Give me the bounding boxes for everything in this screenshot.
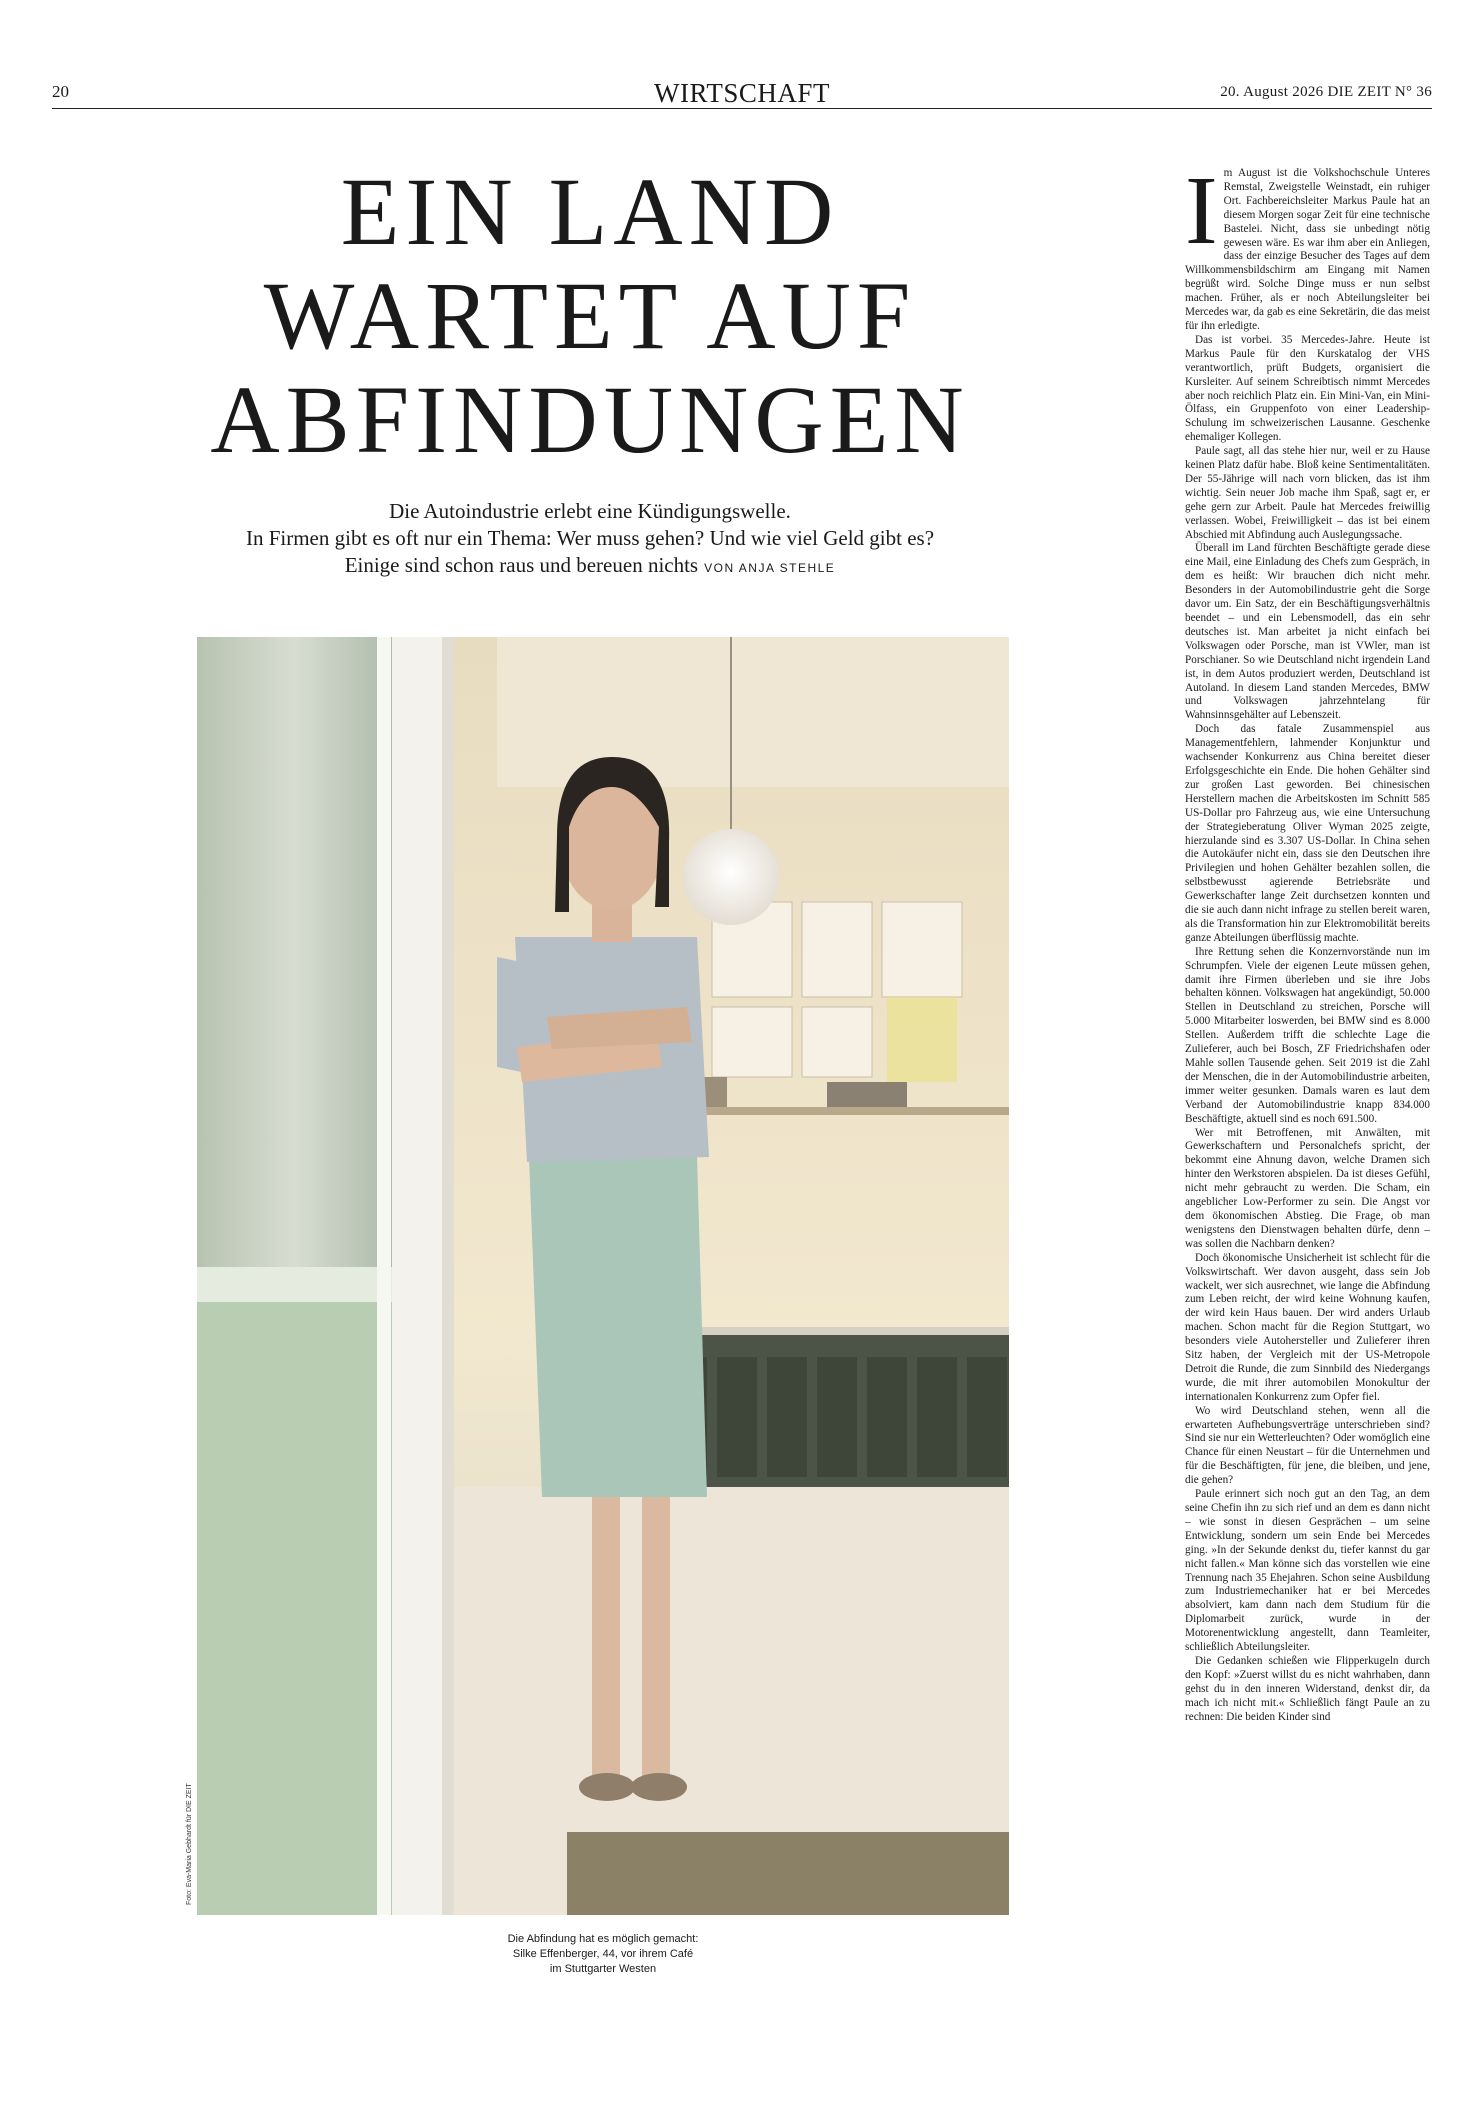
headline <box>150 160 1030 472</box>
photo-credit: Foto: Eva-Maria Gebhardt für DIE ZEIT <box>186 1783 193 1905</box>
headline-line: EIN LAND <box>340 158 840 265</box>
article-body <box>1185 167 1430 2093</box>
page-number: 20 <box>52 82 69 101</box>
caption-line: Die Abfindung hat es möglich gemacht: <box>507 1933 699 1945</box>
dek-line-last <box>150 552 1030 582</box>
drop-cap: I <box>1185 167 1218 265</box>
article-photo <box>197 637 1009 1915</box>
article-paragraph: Überall im Land fürchten Beschäftigte gerade diese eine Mail, eine Einladung des Chefs zum Gespräch, in dem es heißt: Wir brauchen dich nicht mehr. Besonders in der Automobilindustrie geht die Sorge davor um. Ein Satz, der ein Beschäftigungsverhältnis beendet – und ein Lebensmodell, das ein sehr deutsches ist. Man arbeitet ja nicht einfach bei Volkswagen oder Porsche, man ist VWler, man ist Porschianer. So wie Deutschland nicht irgendein Land ist, in dem Autos produziert werden, Deutschland ist Autoland. In diesem Land standen Mercedes, BMW und Volkswagen jahrzehntelang für Wahnsinnsgehälter auf Lebenszeit. <box>1185 542 1430 722</box>
dek-line: Einige sind schon raus und bereuen nichts <box>344 553 699 577</box>
cafe-portrait-illustration <box>197 637 1009 1915</box>
issue-info: 20. August 2026 DIE ZEIT N° 36 <box>1220 84 1432 100</box>
headline-line: WARTET AUF <box>263 262 917 369</box>
section-title: WIRTSCHAFT <box>654 78 830 108</box>
dek <box>150 498 1030 582</box>
byline: VON ANJA STEHLE <box>704 561 836 575</box>
article-paragraph: Ihre Rettung sehen die Konzernvorstände nun im Schrumpfen. Viele der eigenen Leute müssen gehen, damit ihre Firmen überleben und sie ihre Jobs behalten können. Volkswagen hat angekündigt, 50.000 Stellen in Deutschland zu streichen, Porsche will 5.000 Mitarbeiter loswerden, bei BMW sind es 8.000 Stellen. Außerdem trifft die schlechte Lage die Zulieferer, auch bei Bosch, ZF Friedrichshafen oder Mahle sollen Tausende gehen. Seit 2019 ist die Zahl der Menschen, die in der Automobilindustrie arbeiten, immer weiter gesunken. Damals waren es laut dem Verband der Automobilindustrie knapp 834.000 Beschäftigte, aktuell sind es noch 691.500. <box>1185 945 1430 1125</box>
article-paragraph: Das ist vorbei. 35 Mercedes-Jahre. Heute ist Markus Paule für den Kurskatalog der VHS verantwortlich, prüft Budgets, organisiert die Kursleiter. Auf seinem Schreibtisch nimmt Mercedes aber noch reichlich Platz ein. Ein Mini-Van, ein Mini-Ölfass, ein Gruppenfoto von einer Leadership-Schulung im schweizerischen Lausanne. Geschenke ehemaliger Kollegen. <box>1185 333 1430 444</box>
article-paragraph: Paule sagt, all das stehe hier nur, weil er zu Hause keinen Platz dafür habe. Bloß keine Sentimentalitäten. Der 55-Jährige will nach vorn blicken, das ist ihm wichtig. Sein neuer Job mache ihm Spaß, sagt er, er gehe gern zur Arbeit. Paule hat Mercedes freiwillig verlassen. Wobei, Freiwilligkeit – das ist bei einem Abschied mit Abfindung auch Auslegungssache. <box>1185 445 1430 541</box>
headline-line: ABFINDUNGEN <box>210 366 970 473</box>
page-header <box>52 78 1432 109</box>
article-paragraph: Doch ökonomische Unsicherheit ist schlecht für die Volkswirtschaft. Wer davon ausgeht, dass sein Job wackelt, wer sich ausrechnet, wie lange die Abfindung zum Leben reicht, der wird keine Wohnung kaufen, der wird kein Haus bauen. Der wird anders Urlaub machen. Schon macht für die Region Stuttgart, wo besonders viele Autohersteller und Zulieferer ihren Sitz haben, der Vergleich mit der US-Metropole Detroit die Runde, die zum Sinnbild des Niedergangs wurde, die mit ihrer automobilen Monokultur der internationalen Konkurrenz zum Opfer fiel. <box>1185 1251 1430 1403</box>
caption-line: Silke Effenberger, 44, vor ihrem Café <box>512 1948 694 1960</box>
article-paragraph: Wo wird Deutschland stehen, wenn all die erwarteten Aufhebungsverträge unterschrieben sind? Sind sie nur ein Wetterleuchten? Oder womöglich eine Chance für einen Neustart – für die Unternehmen und für die Beschäftigten, für jene, die bleiben, und jene, die gehen? <box>1185 1404 1430 1487</box>
article-paragraph: Wer mit Betroffenen, mit Anwälten, mit Gewerkschaftern und Personalchefs spricht, der bekommt eine Ahnung davon, welche Dramen sich hinter den Werkstoren abspielen. Da ist dieses Gefühl, nicht mehr gebraucht zu werden. Die Scham, ein angeblicher Low-Performer zu sein. Die Angst vor dem ökonomischen Abstieg. Die Frage, ob man wenigstens den Dienstwagen behalten dürfe, denn – was sollen die Nachbarn denken? <box>1185 1126 1430 1250</box>
article-paragraph: Im August ist die Volkshochschule Unteres Remstal, Zweigstelle Weinstadt, ein ruhiger Ort. Fachbereichsleiter Markus Paule hat an diesem Morgen sogar Zeit für eine technische Bastelei. Nicht, dass sie unbedingt nötig gewesen wäre. Es war ihm aber ein Anliegen, dass der einzige Besucher des Tages auf dem Willkommensbildschirm am Eingang mit Namen begrüßt wird. Solche Dinge muss er nun selbst machen. Früher, als er noch Abteilungsleiter bei Mercedes war, da gab es eine Sekretärin, die das meist für ihn erledigte. <box>1185 167 1430 332</box>
article-paragraph: Die Gedanken schießen wie Flipperkugeln durch den Kopf: »Zuerst willst du es nicht wahrhaben, dann gehst du in den inneren Widerstand, denkst dir, da mach ich nicht mit.« Schließlich fängt Paule an zu rechnen: Die beiden Kinder sind <box>1185 1654 1430 1723</box>
photo-caption <box>380 1932 826 1977</box>
dek-line: In Firmen gibt es oft nur ein Thema: Wer muss gehen? Und wie viel Geld gibt es? <box>245 526 935 550</box>
article-paragraph: Paule erinnert sich noch gut an den Tag, an dem seine Chefin ihn zu sich rief und an dem es dann nicht – wie sonst in diesen Gesprächen – um seine Entwicklung, sondern um sein Ende bei Mercedes ging. »In der Sekunde denkst du, tiefer kannst du gar nicht fallen.« Man könne sich das vorstellen wie eine Trennung nach 35 Ehejahren. Schon seine Ausbildung zum Industriemechaniker hat er bei Mercedes absolviert, kam dann nach dem Studium für die Diplomarbeit zurück, wurde in der Motorenentwicklung angestellt, dann Teamleiter, schließlich Abteilungsleiter. <box>1185 1488 1430 1654</box>
dek-line: Die Autoindustrie erlebt eine Kündigungswelle. <box>389 499 791 523</box>
caption-line: im Stuttgarter Westen <box>549 1963 657 1975</box>
article-paragraph: Doch das fatale Zusammenspiel aus Managementfehlern, lahmender Konjunktur und wachsender Konkurrenz aus China bereitet dieser Erfolgsgeschichte ein Ende. Die hohen Gehälter sind zur großen Last geworden. Bei chinesischen Herstellern machen die Arbeitskosten im Schnitt 585 US-Dollar pro Fahrzeug aus, wie eine Untersuchung der Strategieberatung Oliver Wyman 2025 zeigte, hierzulande sind es 3.307 US-Dollar. In China sehen die Autokäufer nicht ein, dass sie den Deutschen ihre Privilegien und hohen Gehälter bezahlen sollen, die selbstbewusst agierende Betriebsräte und Gewerkschafter lange Zeit durchsetzen konnten und die sie auch dann nicht infrage zu stellen bereit waren, als die Transformation hin zur Elektromobilität bereits ganze Abteilungen überflüssig machte. <box>1185 723 1430 944</box>
